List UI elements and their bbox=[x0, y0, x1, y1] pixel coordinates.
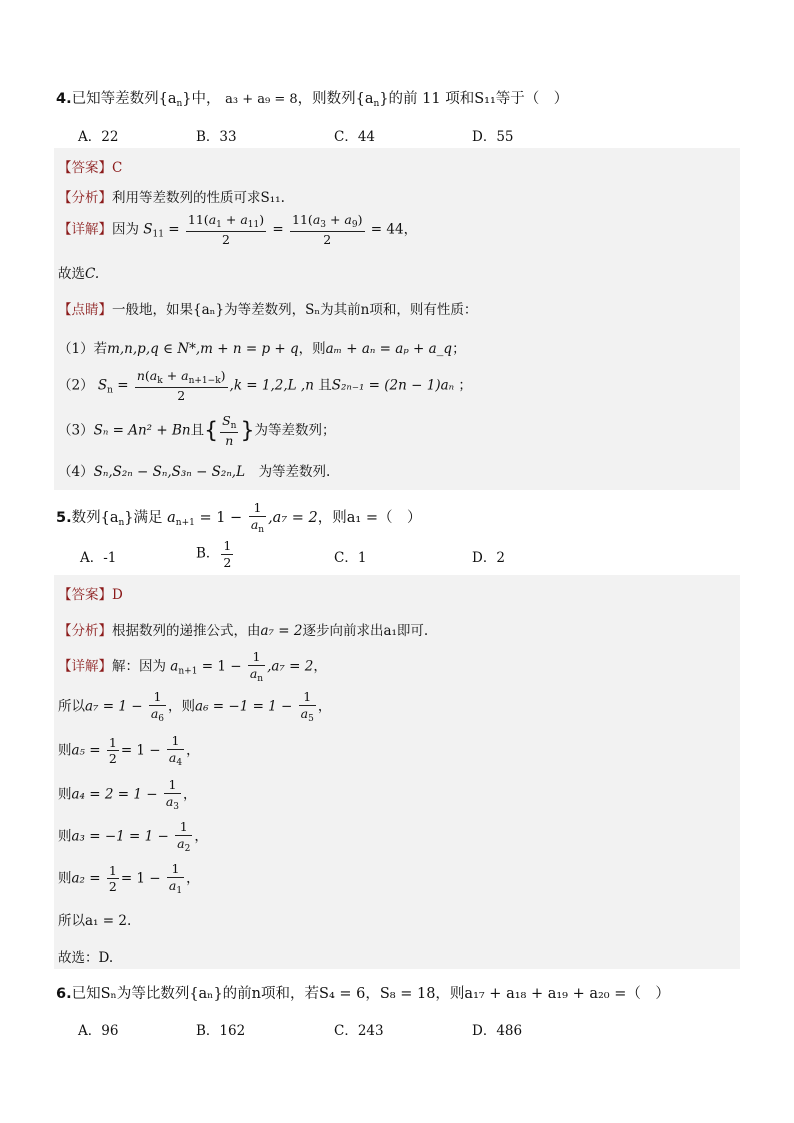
prop3-frac: $\frac{S_n}{n}$ bbox=[222, 413, 237, 449]
q5-step-1: 所以a₇ = 1 − $\frac{1}{a_6}$ ，则a₆ = −1 = 1 − $\frac{1}{a_5}$ ， bbox=[58, 689, 332, 724]
q4-option-a[interactable]: A．22 bbox=[78, 129, 119, 145]
q5-analysis-line bbox=[58, 619, 428, 639]
q4-stem: 4.已知等差数列$\{a_n\}$中， a₃ + a₉ = 8，则数列$\{a_n\}$的前 11 项和S₁₁等于（ ） bbox=[56, 91, 569, 109]
q4-detail-eq: = 44 bbox=[370, 221, 404, 238]
prop2-end: ； bbox=[458, 377, 472, 394]
q6-stem-text: 已知Sₙ为等比数列{aₙ}的前n项和，若S₄ = 6，S₈ = 18，则a₁₇ + a₁₈ + a₁₉ + a₂₀ =（ ） bbox=[71, 986, 670, 1002]
q5-step-4: 则a₃ = −1 = 1 − $\frac{1}{a_2}$ ， bbox=[58, 819, 208, 854]
prop4-end: 为等差数列. bbox=[258, 464, 331, 480]
q4-option-d[interactable]: D．55 bbox=[472, 129, 514, 145]
answer-tag: 【答案】 bbox=[58, 160, 112, 176]
prop1-label: （1）若 bbox=[58, 341, 108, 357]
q5-option-b-frac: $\frac{1}{2}$ bbox=[223, 538, 232, 570]
prop3-eq: Sₙ = An² + Bn bbox=[93, 422, 191, 439]
prop2-tail: ,k = 1,2,L ,n bbox=[229, 377, 314, 394]
q4-frac-2: $\frac{11(a_3 + a_9)}{2}$ bbox=[292, 212, 363, 248]
q4-option-b[interactable]: B．33 bbox=[196, 129, 237, 145]
q5-l1-b: a₇ = 1 − bbox=[85, 698, 143, 715]
q4-conclusion bbox=[58, 262, 99, 282]
q5-stem-e: a₁ =（ ） bbox=[346, 509, 422, 526]
q5-l2-c: = 1 − bbox=[120, 742, 161, 759]
prop2-mid: 且 bbox=[318, 377, 332, 394]
point-tag: 【点睛】 bbox=[58, 302, 112, 318]
q5-step-3: 则a₄ = 2 = 1 − $\frac{1}{a_3}$ ， bbox=[58, 777, 197, 812]
q4-frac-1: $\frac{11(a_1 + a_{11})}{2}$ bbox=[187, 212, 265, 248]
q5-l1-c: ，则 bbox=[168, 698, 196, 715]
q4-property-2: （2） $S_n$ = $\frac{n(a_k + a_{n+1-k})}{2}$ ,k = 1,2,L ,n 且S₂ₙ₋₁ = (2n − 1)aₙ ； bbox=[58, 368, 472, 404]
q5-detail-c: ， bbox=[313, 658, 327, 675]
q6-option-c[interactable]: C．243 bbox=[334, 1023, 384, 1039]
q5-detail-b: ,a₇ = 2 bbox=[267, 658, 314, 675]
q4-stem-a: 已知等差数列{a bbox=[71, 91, 177, 107]
q6-option-a[interactable]: A．96 bbox=[78, 1023, 119, 1039]
q5-stem: 5.数列$\{a_n\}$满足 $a_{n+1} = 1$ − $\frac{1}{a_n}$ ,a₇ = 2，则a₁ =（ ） bbox=[56, 500, 422, 535]
q4-stem-b: }中， bbox=[182, 91, 221, 107]
q5-option-a[interactable]: A．-1 bbox=[80, 550, 117, 566]
q5-l4-a: 则 bbox=[58, 828, 72, 845]
q5-l3-c: ， bbox=[183, 786, 197, 803]
q4-stem-c: ，则数列{a bbox=[297, 91, 374, 107]
q4-analysis-line bbox=[58, 186, 285, 206]
q5-l5-a: 则 bbox=[58, 870, 72, 887]
prop1-end: ； bbox=[452, 341, 466, 357]
q5-detail-line: 【详解】解：因为 $a_{n+1} = 1$ − $\frac{1}{a_n}$ ,a₇ = 2， bbox=[58, 649, 327, 684]
q5-answer: D bbox=[112, 587, 123, 603]
q4-analysis: 利用等差数列的性质可求S₁₁. bbox=[112, 190, 285, 206]
q5-step-2: 则a₅ = $\frac{1}{2}$ = 1 − $\frac{1}{a_4}$ ， bbox=[58, 733, 200, 768]
q5-l1-d: a₆ = −1 = 1 − bbox=[195, 698, 293, 715]
q5-detail-a: 解：因为 bbox=[112, 658, 166, 675]
q5-stem-frac: $\frac{1}{a_n}$ bbox=[250, 500, 265, 535]
q5-l3-a: 则 bbox=[58, 786, 72, 803]
q4-answer-line bbox=[58, 156, 122, 176]
analysis-tag: 【分析】 bbox=[58, 190, 112, 206]
q4-conclusion-text: 故选 bbox=[58, 266, 85, 282]
q4-detail-line: 【详解】因为 $S_{11}$ = $\frac{11(a_1 + a_{11})}{2}$ = $\frac{11(a_3 + a_9)}{2}$ = 44， bbox=[58, 212, 418, 248]
q4-condition: a₃ + a₉ = 8 bbox=[225, 92, 298, 107]
prop1-mid: ，则 bbox=[298, 341, 326, 357]
q4-number: 4. bbox=[56, 91, 72, 107]
q5-l1-e: ， bbox=[317, 698, 332, 715]
q6-number: 6. bbox=[56, 986, 72, 1002]
q4-detail-a: 因为 bbox=[112, 221, 139, 238]
q5-l2-d: ， bbox=[186, 742, 200, 759]
q5-analysis-b: 逐步向前求出a₁即可. bbox=[302, 623, 429, 639]
q5-l1-a: 所以 bbox=[58, 698, 85, 715]
q5-stem-a: 数列{a bbox=[71, 509, 119, 526]
prop4-eq: Sₙ,S₂ₙ − Sₙ,S₃ₙ − S₂ₙ,L bbox=[93, 464, 246, 480]
prop1-text: m,n,p,q ∈ N*,m + n = p + q bbox=[107, 341, 299, 357]
q5-l2-b: a₅ = bbox=[71, 742, 101, 759]
q5-l5-c: = 1 − bbox=[120, 870, 161, 887]
q4-option-c[interactable]: C．44 bbox=[334, 129, 376, 145]
q4-stem-d: }的前 11 项和S₁₁等于（ ） bbox=[379, 91, 569, 107]
answer-tag: 【答案】 bbox=[58, 587, 112, 603]
prop3-mid: 且 bbox=[190, 422, 205, 439]
q4-conclusion-answer: C. bbox=[85, 266, 100, 282]
q4-property-1 bbox=[58, 337, 466, 357]
analysis-tag: 【分析】 bbox=[58, 623, 112, 639]
prop1-eq: aₘ + aₙ = aₚ + a_q bbox=[325, 341, 453, 357]
q5-l5-d: ， bbox=[186, 870, 200, 887]
prop3-label: （3） bbox=[58, 422, 94, 439]
q5-analysis-a: 根据数列的递推公式，由 bbox=[112, 623, 261, 639]
q5-l4-b: a₃ = −1 = 1 − bbox=[71, 828, 169, 845]
q5-stem-c: ,a₇ = 2 bbox=[268, 509, 318, 526]
q4-detail-end: ， bbox=[403, 221, 418, 238]
q5-number: 5. bbox=[56, 509, 72, 526]
q4-point-line bbox=[58, 298, 477, 318]
detail-tag: 【详解】 bbox=[58, 221, 112, 238]
q5-l2-a: 则 bbox=[58, 742, 72, 759]
detail-tag: 【详解】 bbox=[58, 658, 112, 675]
q5-option-d[interactable]: D．2 bbox=[472, 550, 505, 566]
q5-analysis-eq: a₇ = 2 bbox=[260, 623, 303, 639]
q4-answer: C bbox=[112, 160, 123, 176]
q4-point: 一般地，如果{aₙ}为等差数列，Sₙ为其前n项和，则有性质： bbox=[112, 302, 478, 318]
prop2-eq: S₂ₙ₋₁ = (2n − 1)aₙ bbox=[331, 377, 455, 394]
prop3-end: 为等差数列； bbox=[254, 422, 336, 439]
q5-stem-d: ，则 bbox=[317, 509, 347, 526]
q5-l3-b: a₄ = 2 = 1 − bbox=[71, 786, 158, 803]
q5-step-6: 所以a₁ = 2. bbox=[58, 913, 132, 929]
q4-property-4 bbox=[58, 460, 330, 480]
q5-option-c[interactable]: C．1 bbox=[334, 550, 367, 566]
q6-stem bbox=[56, 982, 670, 1003]
prop2-label: （2） bbox=[58, 377, 94, 394]
prop4-label: （4） bbox=[58, 464, 94, 480]
q5-solution-panel bbox=[54, 575, 740, 969]
q5-option-b[interactable] bbox=[196, 538, 235, 570]
prop2-frac: $\frac{n(a_k + a_{n+1-k})}{2}$ bbox=[136, 368, 226, 404]
q6-option-b[interactable]: B．162 bbox=[196, 1023, 246, 1039]
q5-stem-b: }满足 bbox=[124, 509, 163, 526]
q5-l4-c: ， bbox=[194, 828, 208, 845]
q5-step-5: 则a₂ = $\frac{1}{2}$ = 1 − $\frac{1}{a_1}$ ， bbox=[58, 861, 200, 896]
q5-l5-b: a₂ = bbox=[71, 870, 101, 887]
q5-option-b-label: B． bbox=[196, 545, 220, 562]
q5-answer-line bbox=[58, 583, 123, 603]
q6-option-d[interactable]: D．486 bbox=[472, 1023, 523, 1039]
q5-conclusion: 故选：D. bbox=[58, 950, 114, 966]
q4-solution-panel bbox=[54, 148, 740, 490]
q4-property-3: （3）Sₙ = An² + Bn且{ $\frac{S_n}{n}$ }为等差数列； bbox=[58, 413, 336, 449]
